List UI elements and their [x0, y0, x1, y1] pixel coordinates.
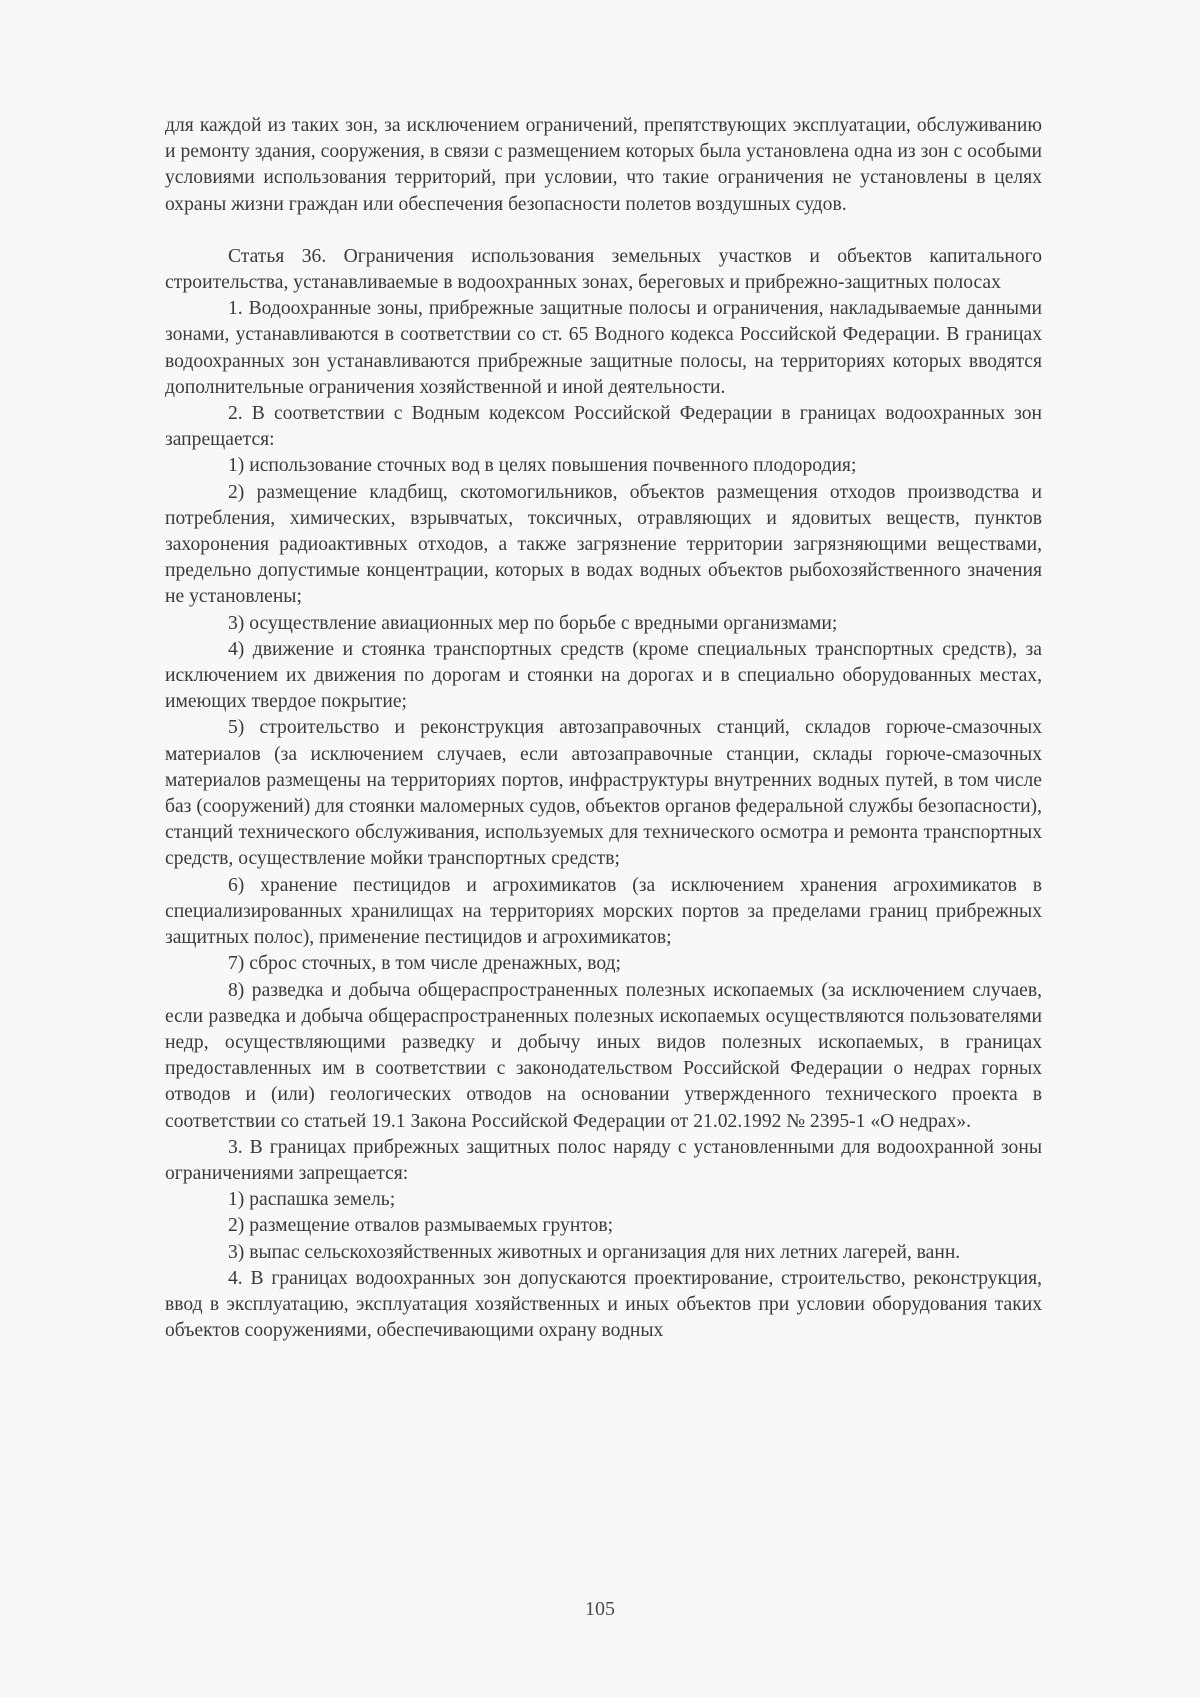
list-item: 4) движение и стоянка транспортных средств (кроме специальных транспортных средств), за исключением их движения по дорогам и стоянки на дорогах и в специально оборудованных местах, имеющих твердое покрытие; — [165, 638, 1042, 713]
list-item: 1) использование сточных вод в целях повышения почвенного плодородия; — [228, 455, 857, 477]
list-item: 3) осуществление авиационных мер по борьбе с вредными организмами; — [228, 612, 838, 634]
article-heading: Статья 36. Ограничения использования земельных участков и объектов капитального строительства, устанавливаемые в водоохранных зонах, береговых и прибрежно-защитных полосах — [165, 245, 1042, 294]
list-item: 2) размещение отвалов размываемых грунтов; — [228, 1215, 614, 1237]
page-number: 105 — [585, 1598, 615, 1620]
list-item: 6) хранение пестицидов и агрохимикатов (за исключением хранения агрохимикатов в специализированных хранилищах на территориях морских портов за пределами границ прибрежных защитных полос), применение пестицидов и агрохимикатов; — [165, 874, 1042, 949]
paragraph-item-4: 4. В границах водоохранных зон допускаются проектирование, строительство, реконструкция, ввод в эксплуатацию, эксплуатация хозяйственных и иных объектов при условии оборудования таких объектов сооружениями, обеспечивающими охрану водных — [165, 1267, 1042, 1342]
list-item: 5) строительство и реконструкция автозаправочных станций, складов горюче-смазочных материалов (за исключением случаев, если автозаправочные станции, склады горюче-смазочных материалов размещены на территориях портов, инфраструктуры внутренних водных путей, в том числе баз (сооружений) для стоянки маломерных судов, объектов органов федеральной службы безопасности), станций технического обслуживания, используемых для технического осмотра и ремонта транспортных средств, осуществление мойки транспортных средств; — [165, 717, 1042, 870]
list-item: 1) распашка земель; — [228, 1189, 396, 1211]
list-item: 3) выпас сельскохозяйственных животных и организация для них летних лагерей, ванн. — [228, 1241, 961, 1263]
list-item: 8) разведка и добыча общераспространенных полезных ископаемых (за исключением случаев, если разведка и добыча общераспространенных полезных ископаемых осуществляются пользователями недр, осуществляющими разведку и добычу иных видов полезных ископаемых, в границах предоставленных им в соответствии с законодательством Российской Федерации о недрах горных отводов и (или) геологических отводов на основании утвержденного технического проекта в соответствии со статьей 19.1 Закона Российской Федерации от 21.02.1992 № 2395-1 «О недрах». — [165, 979, 1042, 1132]
paragraph-item-2: 2. В соответствии с Водным кодексом Российской Федерации в границах водоохранных зон запрещается: — [165, 403, 1042, 451]
list-item: 2) размещение кладбищ, скотомогильников, объектов размещения отходов производства и потребления, химических, взрывчатых, токсичных, отравляющих и ядовитых веществ, пунктов захоронения радиоактивных отходов, а также загрязнение территории загрязняющими веществами, предельно допустимые концентрации, которых в водах водных объектов рыбохозяйственного значения не установлены; — [165, 481, 1042, 608]
document-body — [165, 113, 1042, 1344]
list-item: 7) сброс сточных, в том числе дренажных, вод; — [228, 953, 621, 975]
paragraph-item-3: 3. В границах прибрежных защитных полос наряду с установленными для водоохранной зоны ограничениями запрещается: — [165, 1136, 1042, 1184]
paragraph-item-1: 1. Водоохранные зоны, прибрежные защитные полосы и ограничения, накладываемые данными зонами, устанавливаются в соответствии со ст. 65 Водного кодекса Российской Федерации. В границах водоохранных зон устанавливаются прибрежные защитные полосы, на территориях которых вводятся дополнительные ограничения хозяйственной и иной деятельности. — [165, 298, 1042, 398]
paragraph-continuation: для каждой из таких зон, за исключением ограничений, препятствующих эксплуатации, обслуживанию и ремонту здания, сооружения, в связи с размещением которых была установлена одна из зон с особыми условиями использования территорий, при условии, что такие ограничения не установлены в целях охраны жизни граждан или обеспечения безопасности полетов воздушных судов. — [165, 115, 1042, 215]
